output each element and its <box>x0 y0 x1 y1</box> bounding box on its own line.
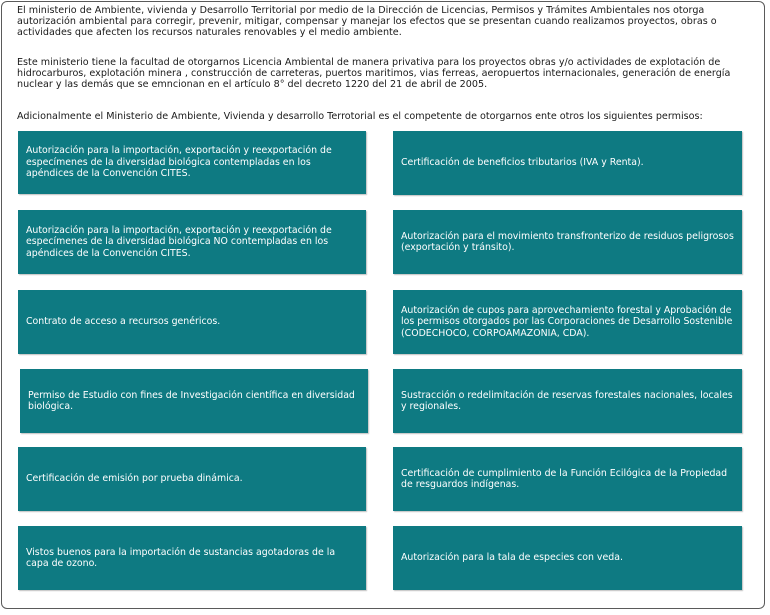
permit-box-forest-reserves <box>393 369 742 433</box>
permit-label: Autorización para el movimiento transfronterizo de residuos peligrosos (exportación y tránsito). <box>401 230 734 253</box>
intro-paragraph-1: El ministerio de Ambiente, vivienda y Desarrollo Territorial por medio de la Dirección de Licencias, Permisos y Trámites Ambientales nos otorga autorización ambiental para corregir, prevenir, mitigar, compensar y manejar los efectos que se presentan cuando realizamos proyectos, obras o actividades que afecten los recursos naturales renovables y el medio ambiente. <box>17 5 717 39</box>
permit-box-tax-benefits <box>393 131 742 195</box>
permit-label: Autorización para la tala de especies con veda. <box>401 552 623 564</box>
permit-box-protected-species-logging <box>393 526 742 590</box>
permit-box-genetic-resources <box>18 290 366 354</box>
permit-box-research-study <box>20 369 368 433</box>
permit-label: Autorización para la importación, exportación y reexportación de especímenes de la diversidad biológica contempladas en los apéndices de la Convención CITES. <box>26 145 332 180</box>
permit-label: Autorización para la importación, exportación y reexportación de especímenes de la diversidad biológica NO contempladas en los apéndices de la Convención CITES. <box>26 224 332 259</box>
permit-box-emission-test <box>18 447 366 511</box>
permit-label: Certificación de beneficios tributarios (IVA y Renta). <box>401 157 644 169</box>
permit-box-forest-quotas <box>393 290 742 354</box>
permit-box-hazardous-waste <box>393 210 742 274</box>
permit-box-cites <box>18 131 366 194</box>
permit-box-non-cites <box>18 210 366 274</box>
permit-label: Autorización de cupos para aprovechamiento forestal y Aprobación de los permisos otorgados por las Corporaciones de Desarrollo Sostenible (CODECHOCO, CORPOAMAZONIA, CDA). <box>401 304 733 339</box>
permit-box-ozone-substances <box>18 526 366 590</box>
permit-label: Contrato de acceso a recursos genéricos. <box>26 316 221 328</box>
permit-label: Vistos buenos para la importación de sustancias agotadoras de la capa de ozono. <box>26 546 336 569</box>
permit-label: Certificación de emisión por prueba dinámica. <box>26 473 243 485</box>
permit-box-indigenous-reserves <box>393 447 742 511</box>
intro-paragraph-2: Este ministerio tiene la facultad de otorgarnos Licencia Ambiental de manera privativa para los proyectos obras y/o actividades de explotación de hidrocarburos, explotación minera , construcción de carreteras, puertos maritimos, vias ferreas, aeropuertos internacionales, generación de energía nuclear y las demás que se emncionan en el artículo 8° del decreto 1220 del 21 de abril de 2005. <box>17 57 731 91</box>
intro-paragraph-3: Adicionalmente el Ministerio de Ambiente, Vivienda y desarrollo Terrotorial es el competente de otorgarnos ente otros los siguientes permisos: <box>17 111 703 122</box>
permit-label: Certificación de cumplimiento de la Función Ecilógica de la Propiedad de resguardos indígenas. <box>401 467 728 490</box>
permit-label: Permiso de Estudio con fines de Investigación científica en diversidad biológica. <box>28 389 355 412</box>
permit-label: Sustracción o redelimitación de reservas forestales nacionales, locales y regionales. <box>401 389 733 412</box>
